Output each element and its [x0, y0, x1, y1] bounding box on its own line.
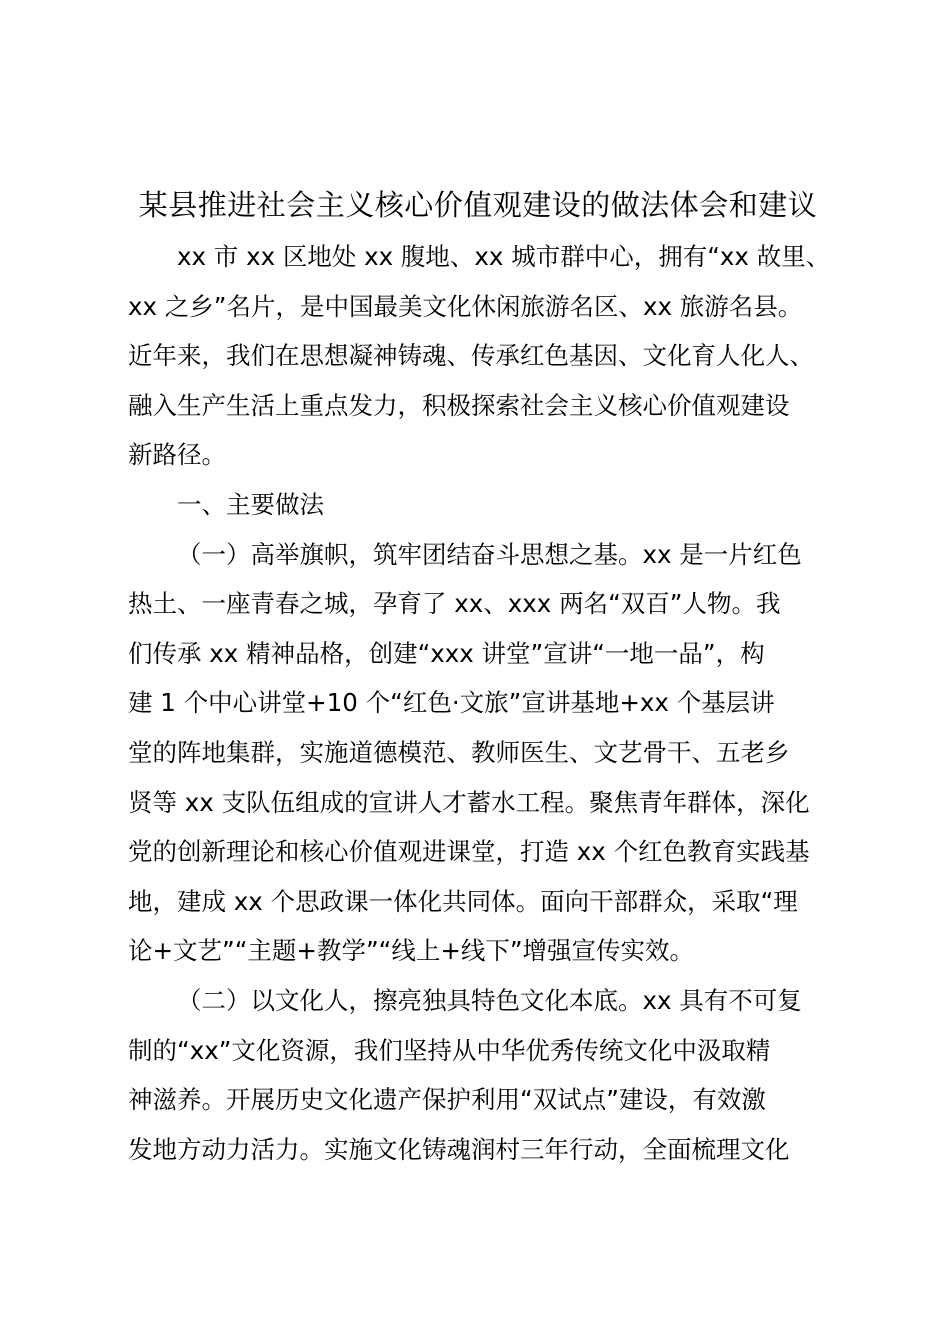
paragraph-line: 建 1 个中心讲堂+10 个“红色·文旅”宣讲基地+xx 个基层讲 — [128, 688, 775, 718]
paragraph-line: 地，建成 xx 个思政课一体化共同体。面向干部群众，采取“理 — [128, 886, 798, 916]
paragraph-line: 近年来，我们在思想凝神铸魂、传承红色基因、文化育人化人、 — [128, 341, 814, 371]
paragraph-line: 发地方动力活力。实施文化铸魂润村三年行动，全面梳理文化 — [128, 1134, 790, 1164]
section-heading: 一、主要做法 — [177, 489, 324, 519]
paragraph-line: （一）高举旗帜，筑牢团结奋斗思想之基。xx 是一片红色 — [177, 539, 802, 569]
paragraph-line: 神滋养。开展历史文化遗产保护利用“双试点”建设，有效激 — [128, 1085, 766, 1115]
paragraph-line: 党的创新理论和核心价值观进课堂，打造 xx 个红色教育实践基 — [128, 837, 810, 867]
paragraph-line: 们传承 xx 精神品格，创建“xxx 讲堂”宣讲“一地一品”，构 — [128, 638, 765, 668]
paragraph-line: 热土、一座青春之城，孕育了 xx、xxx 两名“双百”人物。我 — [128, 589, 781, 619]
paragraph-line: 堂的阵地集群，实施道德模范、教师医生、文艺骨干、五老乡 — [128, 737, 790, 767]
paragraph-line: 论+文艺”“主题+教学”“线上+线下”增强宣传实效。 — [128, 936, 695, 966]
document-body — [128, 232, 850, 1174]
paragraph-line: 融入生产生活上重点发力，积极探索社会主义核心价值观建设 — [128, 390, 790, 420]
paragraph-line: 制的“xx”文化资源，我们坚持从中华优秀传统文化中汲取精 — [128, 1035, 771, 1065]
paragraph-line: 贤等 xx 支队伍组成的宣讲人才蓄水工程。聚焦青年群体，深化 — [128, 787, 810, 817]
paragraph-line: xx 市 xx 区地处 xx 腹地、xx 城市群中心，拥有“xx 故里、 — [177, 242, 831, 271]
paragraph-line: xx 之乡”名片，是中国最美文化休闲旅游名区、xx 旅游名县。 — [128, 291, 803, 321]
document-title: 某县推进社会主义核心价值观建设的做法体会和建议 — [138, 188, 818, 222]
paragraph-line: 新路径。 — [128, 440, 226, 470]
paragraph-line: （二）以文化人，擦亮独具特色文化本底。xx 具有不可复 — [177, 985, 802, 1015]
